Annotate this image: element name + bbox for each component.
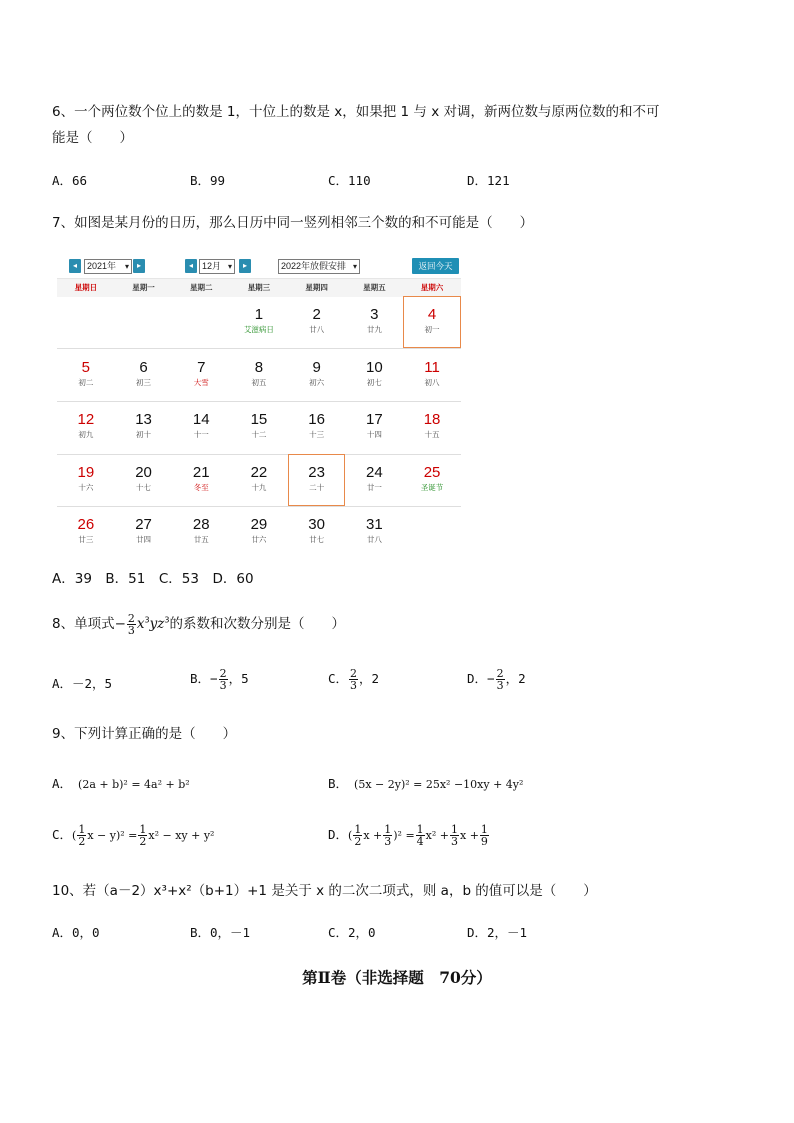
calendar-day-cell[interactable]	[230, 506, 288, 558]
calendar-day-cell[interactable]	[403, 296, 461, 348]
q9-d-f1-num: 1	[354, 823, 362, 836]
calendar-day-number: 3	[370, 306, 379, 323]
next-year-button[interactable]: ▸	[133, 259, 145, 273]
calendar-lunar-label: 初九	[78, 430, 94, 439]
calendar-lunar-label: 初三	[136, 377, 152, 387]
calendar-day-cell[interactable]	[230, 401, 288, 453]
calendar-day-cell[interactable]	[288, 401, 346, 453]
calendar-day-number: 1	[254, 306, 264, 323]
calendar-day-cell[interactable]	[115, 401, 173, 453]
calendar-day-number: 24	[366, 463, 383, 481]
calendar-day-cell[interactable]	[346, 401, 404, 453]
q8-optb-num: 2	[219, 667, 227, 680]
q9-c-f1-den: 2	[78, 835, 86, 848]
calendar-day-number: 30	[308, 516, 325, 533]
calendar-day-number: 10	[366, 358, 383, 376]
calendar-day-number: 16	[308, 411, 325, 428]
q9-d-f1-den: 2	[354, 835, 362, 848]
q9-d-mid3: x² +	[425, 829, 449, 842]
q9-c-mid2: x² − xy + y²	[148, 829, 215, 842]
weekday-thu: 星期四	[305, 283, 328, 292]
q6-line2: 能是（ ）	[52, 130, 133, 146]
calendar-day-number: 14	[192, 411, 210, 428]
calendar-lunar-label: 初八	[424, 377, 440, 387]
calendar-day-number: 21	[192, 463, 210, 481]
calendar-lunar-label: 初十	[136, 430, 152, 439]
weekday-sat: 星期六	[420, 283, 444, 292]
calendar-day-cell[interactable]	[115, 454, 173, 506]
q10-option-b: B．0，－1	[190, 925, 251, 940]
q10-option-d: D．2，－1	[467, 925, 528, 940]
q9-opta-expr: (2a + b)² = 4a² + b²	[78, 778, 190, 791]
q9-option-d: D．( $\frac{1}{2}$ x + $\frac{1}{3}$ )² = $\frac{1}{4}$ x² + $\frac{1}{3}$ x + $\frac{1}{9}$	[328, 823, 488, 848]
calendar-day-cell[interactable]	[346, 296, 404, 348]
q9-d-f4-den: 3	[451, 835, 458, 848]
calendar-day-cell[interactable]	[346, 506, 404, 558]
q9-optc-label: C．	[52, 827, 73, 842]
q8-optd-num: 2	[496, 667, 504, 680]
calendar-day-cell[interactable]	[403, 349, 461, 401]
q8-optc-num: 2	[350, 667, 358, 680]
q10-option-c: C．2，0	[328, 925, 376, 940]
calendar-lunar-label: 廿三	[78, 535, 94, 544]
q9-stem: 9、下列计算正确的是（ ）	[52, 726, 237, 742]
q8-option-c	[328, 668, 379, 691]
weekday-header	[57, 278, 461, 297]
q8-optb-den: 3	[219, 679, 227, 692]
calendar-day-number: 2	[312, 306, 321, 323]
calendar-day-number: 27	[135, 516, 152, 533]
q8-option-a: A．－2，5	[52, 676, 113, 691]
prev-year-button[interactable]: ◂	[69, 259, 81, 273]
calendar-lunar-label: 廿八	[309, 325, 325, 334]
q9-optb-expr: (5x − 2y)² = 25x² −10xy + 4y²	[354, 778, 524, 791]
q9-optb-label: B．	[328, 776, 349, 791]
calendar-lunar-label: 十九	[251, 482, 267, 492]
next-month-button[interactable]: ▸	[239, 259, 251, 273]
calendar-day-number: 31	[366, 516, 383, 533]
prev-month-button[interactable]: ◂	[185, 259, 197, 273]
weekday-sun: 星期日	[74, 283, 98, 292]
calendar-day-number: 6	[139, 358, 148, 376]
calendar-day-number: 20	[135, 463, 152, 481]
calendar-day-cell[interactable]	[288, 296, 346, 348]
q9-option-a	[52, 774, 190, 792]
calendar-day-cell[interactable]	[172, 454, 230, 506]
calendar-day-cell[interactable]	[346, 349, 404, 401]
calendar-day-cell[interactable]	[403, 454, 461, 506]
holiday-select[interactable]: 2022年放假安排 ▾	[278, 259, 360, 274]
year-select[interactable]: 2021年 ▾	[84, 259, 132, 274]
q9-c-f1-num: 1	[78, 823, 86, 836]
calendar-day-cell[interactable]	[57, 349, 115, 401]
q8-optd-post: ，2	[505, 671, 526, 686]
calendar-widget	[57, 256, 461, 558]
calendar-day-cell[interactable]	[288, 506, 346, 558]
calendar-day-number: 11	[424, 358, 440, 376]
calendar-lunar-label: 冬至	[193, 482, 209, 492]
calendar-day-number: 5	[81, 358, 91, 376]
q9-d-f3-num: 1	[416, 823, 424, 836]
calendar-day-number: 13	[135, 411, 152, 428]
q8-optb-label: B．−	[190, 671, 218, 686]
calendar-lunar-label: 十二	[251, 430, 267, 439]
calendar-day-cell[interactable]	[57, 506, 115, 558]
calendar-day-number: 8	[254, 358, 264, 376]
calendar-lunar-label: 二十	[309, 482, 325, 492]
weekday-fri: 星期五	[363, 283, 386, 292]
calendar-day-number: 18	[423, 411, 441, 428]
q9-option-b	[328, 774, 523, 792]
calendar-lunar-label: 十五	[424, 430, 440, 439]
calendar-day-cell[interactable]	[230, 349, 288, 401]
calendar-lunar-label: 十一	[193, 430, 209, 439]
q9-option-c: C．( $\frac{1}{2}$ x − y)² = $\frac{1}{2}$ x² − xy + y²	[52, 823, 215, 848]
q6-option-d: D．121	[467, 173, 510, 188]
weekday-tue: 星期二	[189, 283, 213, 292]
calendar-day-cell[interactable]	[172, 506, 230, 558]
q8-fraction	[127, 613, 136, 636]
calendar-lunar-label: 大雪	[193, 377, 209, 387]
calendar-day-number: 17	[366, 411, 383, 428]
calendar-day-number: 23	[308, 463, 325, 481]
q8-exp-x: 3	[144, 615, 150, 625]
q7-options: A．39 B．51 C．53 D．60	[52, 571, 254, 587]
q9-c-f2-num: 1	[139, 823, 147, 836]
calendar-toolbar	[57, 256, 461, 278]
calendar-lunar-label: 圣诞节	[420, 482, 444, 492]
q8-option-b	[190, 668, 249, 691]
calendar-lunar-label: 十四	[366, 430, 382, 439]
q9-d-mid2: )² =	[393, 829, 415, 842]
q8-exp-z: 3	[164, 615, 170, 625]
q9-d-f2-num: 1	[384, 823, 392, 836]
q8-optc-post: ，2	[359, 671, 380, 686]
q6-option-b: B．99	[190, 173, 226, 188]
q9-d-f5-num: 1	[480, 823, 488, 836]
q6-option-c: C．110	[328, 173, 371, 188]
calendar-lunar-label: 廿七	[309, 535, 325, 544]
q9-d-f4-num: 1	[451, 823, 458, 836]
q8-optd-den: 3	[496, 679, 504, 692]
calendar-day-cell[interactable]	[172, 401, 230, 453]
q8-optc-den: 3	[350, 679, 358, 692]
calendar-day-number: 4	[427, 306, 437, 323]
q9-d-mid1: x +	[363, 829, 383, 842]
q8-minus: −	[114, 616, 126, 632]
calendar-day-number: 26	[77, 516, 95, 533]
today-button[interactable]: 返回今天	[412, 258, 459, 274]
calendar-day-number: 7	[197, 358, 206, 376]
calendar-lunar-label: 十七	[136, 482, 152, 492]
q6-line1: 6、一个两位数个位上的数是 1，十位上的数是 x，如果把 1 与 x 对调，新两位数与原两位数的和不可	[52, 104, 660, 120]
calendar-day-number: 12	[77, 411, 95, 428]
calendar-lunar-label: 初七	[366, 377, 382, 387]
q8-frac-num: 2	[127, 611, 135, 625]
q9-d-f3-den: 4	[416, 835, 424, 848]
q10-stem: 10、若（a－2）x³+x²（b+1）+1 是关于 x 的二次二项式，则 a，b 的值可以是（ ）	[52, 883, 597, 899]
calendar-day-number: 19	[77, 463, 95, 481]
calendar-day-number: 29	[250, 516, 268, 533]
calendar-lunar-label: 初五	[251, 377, 267, 387]
calendar-day-cell[interactable]	[230, 454, 288, 506]
calendar-day-cell[interactable]	[172, 349, 230, 401]
q8-suffix: 的系数和次数分别是（ ）	[169, 616, 345, 632]
weekday-mon: 星期一	[132, 283, 155, 292]
calendar-lunar-label: 廿五	[193, 535, 209, 544]
month-select[interactable]: 12月 ▾	[199, 259, 235, 274]
calendar-day-number: 15	[250, 411, 268, 428]
calendar-lunar-label: 初二	[78, 377, 94, 387]
calendar-day-number: 25	[423, 463, 441, 481]
q8-option-d	[467, 668, 526, 691]
q9-optd-label: D．	[328, 827, 349, 842]
q8-prefix: 8、单项式	[52, 616, 115, 632]
calendar-lunar-label: 廿四	[136, 535, 152, 544]
calendar-lunar-label: 廿六	[251, 535, 267, 544]
part-two-heading: 第Ⅱ卷（非选择题 70分）	[302, 968, 492, 987]
calendar-lunar-label: 初一	[424, 325, 440, 334]
q8-var-yz: yz	[149, 616, 165, 632]
calendar-day-cell[interactable]	[288, 349, 346, 401]
calendar-day-number: 22	[250, 463, 268, 481]
q8-stem	[52, 612, 345, 636]
q9-opta-label: A．	[52, 776, 73, 791]
q8-var-x: x	[136, 616, 145, 632]
q6-option-a: A．66	[52, 173, 88, 188]
calendar-lunar-label: 廿一	[366, 482, 382, 492]
q8-frac-den: 3	[127, 623, 135, 637]
calendar-day-cell[interactable]	[403, 401, 461, 453]
q8-optc-label: C．	[328, 671, 349, 686]
q9-c-mid1: x − y)² =	[87, 829, 138, 842]
calendar-lunar-label: 十六	[78, 482, 94, 492]
q9-d-f2-den: 3	[384, 835, 392, 848]
calendar-day-cell[interactable]	[288, 454, 346, 506]
calendar-lunar-label: 廿九	[366, 325, 382, 334]
calendar-lunar-label: 十三	[309, 430, 325, 439]
q8-optd-label: D．−	[467, 671, 495, 686]
calendar-day-number: 28	[192, 516, 210, 533]
weekday-wed: 星期三	[247, 283, 271, 292]
calendar-lunar-label: 初六	[309, 377, 325, 387]
calendar-day-cell[interactable]	[115, 506, 173, 558]
calendar-day-cell[interactable]	[57, 454, 115, 506]
q9-c-f2-den: 2	[139, 835, 147, 848]
calendar-day-cell[interactable]	[57, 401, 115, 453]
q10-option-a: A．0，0	[52, 925, 100, 940]
calendar-day-cell[interactable]	[115, 349, 173, 401]
calendar-lunar-label: 艾滋病日	[243, 325, 274, 334]
calendar-day-cell[interactable]	[346, 454, 404, 506]
q8-optb-post: ，5	[228, 671, 249, 686]
calendar-lunar-label: 廿八	[366, 535, 382, 544]
q7-stem: 7、如图是某月份的日历，那么日历中同一竖列相邻三个数的和不可能是（ ）	[52, 215, 534, 231]
calendar-day-number: 9	[312, 358, 321, 376]
calendar-day-cell[interactable]	[230, 296, 288, 348]
q9-d-mid4: x +	[460, 829, 479, 842]
q9-d-f5-den: 9	[480, 835, 488, 848]
